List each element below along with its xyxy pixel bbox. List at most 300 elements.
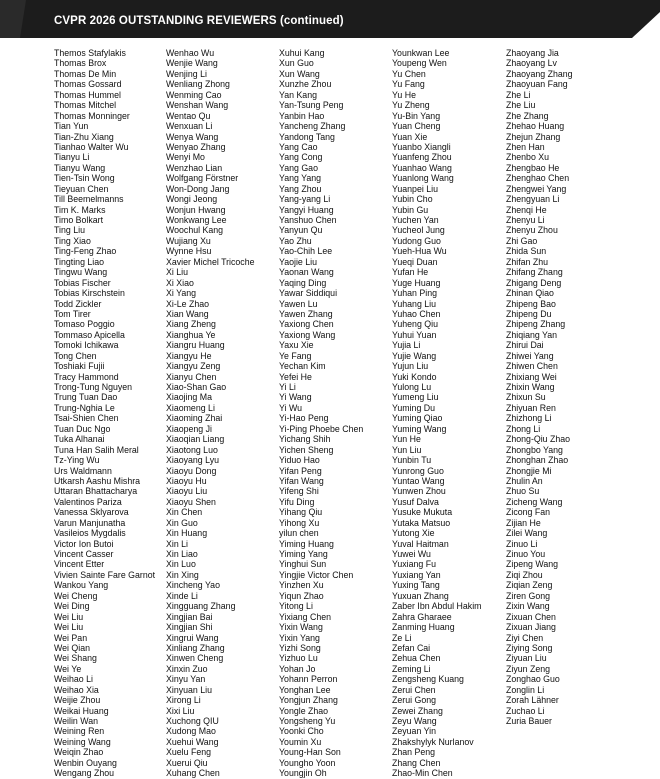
- reviewer-name: Valentinos Pariza: [54, 496, 122, 507]
- reviewer-name: Wenyi Mo: [166, 152, 205, 163]
- reviewer-name: Tomaso Poggio: [54, 319, 115, 330]
- reviewer-name: Yulong Lu: [392, 382, 432, 392]
- reviewer-name: Xiaoqian Liang: [166, 434, 225, 445]
- reviewer-name: Xin Chen: [166, 507, 203, 518]
- reviewer-name: Ziren Gong: [506, 590, 551, 601]
- reviewer-name: Zhinan Qiao: [506, 288, 554, 299]
- reviewer-name: Youngho Yoon: [279, 757, 336, 768]
- reviewer-name: Tom Tirer: [54, 308, 91, 319]
- reviewer-name: Weihao Li: [54, 674, 93, 685]
- reviewer-name: Weining Wang: [54, 736, 111, 747]
- reviewer-name: Yitong Li: [279, 601, 313, 612]
- reviewer-name: Yechan Kim: [279, 361, 326, 372]
- reviewer-name: Yuhui Yuan: [392, 329, 437, 340]
- reviewer-name: Yunrong Guo: [392, 465, 444, 476]
- reviewer-name: Zhixiang Wei: [506, 371, 557, 382]
- reviewer-name: Todd Zickler: [54, 298, 102, 309]
- reviewer-name: Xinliang Zhang: [166, 642, 225, 653]
- reviewer-name: Zhaoyang Zhang: [506, 68, 573, 79]
- reviewer-name: Yuming Wang: [392, 423, 447, 434]
- reviewer-name: Xuhang Chen: [166, 768, 220, 779]
- reviewer-name: Zewei Zhang: [392, 705, 443, 716]
- reviewer-name: Zhaoyuan Fang: [506, 79, 568, 90]
- reviewer-name: Tz-Ying Wu: [54, 455, 100, 466]
- reviewer-name: Youmin Xu: [279, 736, 322, 747]
- reviewer-name: Thomas Monninger: [54, 110, 130, 121]
- reviewer-name: Yiqun Zhao: [279, 590, 324, 601]
- reviewer-name: Yun He: [392, 434, 421, 445]
- reviewer-name: Tien-Tsin Wong: [54, 173, 115, 184]
- reviewer-name: Thomas De Min: [54, 68, 117, 79]
- reviewer-name: Wei Pan: [54, 632, 88, 643]
- reviewer-name: Vincent Casser: [54, 549, 114, 559]
- reviewer-name: Trong-Tung Nguyen: [54, 382, 133, 392]
- reviewer-name: Xingjian Shi: [166, 622, 213, 633]
- reviewer-name: Zhiwen Chen: [506, 361, 558, 372]
- reviewer-name: Yaqing Ding: [279, 277, 327, 288]
- reviewer-name: Trung-Nghia Le: [54, 402, 115, 413]
- reviewer-name: Yixin Yang: [279, 632, 320, 643]
- reviewer-name: Toshiaki Fujii: [54, 361, 105, 372]
- reviewer-name: Yiming Yang: [279, 549, 328, 559]
- reviewer-name: Yujie Wang: [392, 350, 437, 361]
- reviewer-name: Zeyuan Yin: [392, 726, 437, 737]
- reviewer-name: Zhizhong Li: [506, 413, 552, 424]
- reviewer-name: Yiming Huang: [279, 538, 334, 549]
- reviewer-name: Vincent Etter: [54, 559, 105, 570]
- reviewer-name: Yongsheng Yu: [279, 716, 336, 726]
- reviewer-name: Xun Wang: [279, 68, 320, 79]
- reviewer-name: Ze Li: [392, 632, 412, 643]
- reviewer-name: Yizhuo Lu: [279, 653, 318, 664]
- reviewer-name: Yefei He: [279, 371, 312, 382]
- reviewer-name: Vanessa Sklyarova: [54, 507, 129, 518]
- reviewer-name: Zhifang Zhang: [506, 267, 563, 278]
- reviewer-name: Xiaoyu Liu: [166, 486, 208, 497]
- reviewer-name: Yuanpei Liu: [392, 183, 438, 194]
- reviewer-name: Xin Xing: [166, 569, 199, 580]
- reviewer-name: Weining Ren: [54, 726, 105, 737]
- reviewer-name: Vasileios Mygdalis: [54, 528, 126, 539]
- reviewer-name: Yubin Cho: [392, 194, 433, 205]
- reviewer-name: Zhuo Su: [506, 486, 540, 497]
- reviewer-name: Yaxiong Chen: [279, 319, 334, 330]
- reviewer-name: Zhiqiang Yan: [506, 329, 558, 340]
- reviewer-name: Yuming Qiao: [392, 413, 443, 424]
- reviewer-name: Wei Qian: [54, 642, 91, 653]
- reviewer-name: Xianyu Chen: [166, 371, 217, 382]
- reviewer-column-3: [279, 48, 399, 779]
- reviewer-name: Tianhao Walter Wu: [54, 141, 129, 152]
- reviewer-name: Wenjie Wang: [166, 58, 218, 69]
- reviewer-name: Yixin Wang: [279, 622, 323, 633]
- reviewer-name: Xirong Li: [166, 695, 201, 706]
- reviewer-name: Weihao Xia: [54, 684, 99, 695]
- reviewer-name: Xudong Mao: [166, 726, 216, 737]
- reviewer-name: Yuanbo Xiangli: [392, 141, 451, 152]
- reviewer-name: Yusuke Mukuta: [392, 507, 453, 518]
- reviewer-name: Yang-yang Li: [279, 194, 331, 205]
- reviewer-name: Wenhao Wu: [166, 48, 215, 58]
- reviewer-name: Yinzhen Xu: [279, 580, 324, 591]
- reviewer-name: Zhongjie Mi: [506, 465, 552, 476]
- reviewer-name: Tuka Alhanai: [54, 434, 105, 445]
- reviewer-name: Xunzhe Zhou: [279, 79, 332, 90]
- reviewer-name: Xinwen Cheng: [166, 653, 224, 664]
- reviewer-name: Wenxuan Li: [166, 121, 213, 132]
- reviewer-name: Yuxing Tang: [392, 580, 440, 591]
- reviewer-name: Tuna Han Salih Meral: [54, 444, 139, 455]
- reviewer-name: Yan Kang: [279, 89, 317, 100]
- reviewer-name: Zengsheng Kuang: [392, 674, 464, 685]
- reviewer-name: Zipeng Wang: [506, 559, 558, 570]
- reviewer-name: Yang Cong: [279, 152, 323, 163]
- reviewer-name: Yawen Zhang: [279, 308, 333, 319]
- reviewer-name: Wonkwang Lee: [166, 215, 227, 225]
- reviewer-name: Yuki Kondo: [392, 371, 437, 382]
- reviewer-name: Zhong Li: [506, 423, 541, 434]
- reviewer-name: Zhejun Zhang: [506, 131, 561, 142]
- reviewer-name: Weilin Wan: [54, 716, 98, 726]
- reviewer-name: Wenzhao Lian: [166, 162, 223, 173]
- reviewer-name: Zhonghan Zhao: [506, 455, 569, 466]
- reviewer-name: Tobias Kirschstein: [54, 288, 125, 299]
- reviewer-name: Yihong Xu: [279, 517, 320, 528]
- reviewer-name: Yi Wu: [279, 402, 302, 413]
- reviewer-name: Tong Chen: [54, 350, 97, 361]
- reviewer-name: Wei Liu: [54, 611, 84, 622]
- header-banner: [0, 0, 660, 38]
- reviewer-name: Yunbin Tu: [392, 455, 432, 466]
- reviewer-name: Xiangyu He: [166, 350, 212, 361]
- reviewer-name: Yutaka Matsuo: [392, 517, 451, 528]
- reviewer-name: Tian Yun: [54, 121, 89, 132]
- reviewer-name: Yizhi Song: [279, 642, 321, 653]
- reviewer-name: Yuming Du: [392, 402, 436, 413]
- reviewer-name: Zhi Gao: [506, 235, 538, 246]
- reviewer-name: Yichang Shih: [279, 434, 331, 445]
- reviewer-name: Zhehao Huang: [506, 121, 565, 132]
- reviewer-name: Younkwan Lee: [392, 48, 450, 58]
- reviewer-name: Tieyuan Chen: [54, 183, 109, 194]
- reviewer-name: Xi Yang: [166, 288, 196, 299]
- reviewer-name: Tingwu Wang: [54, 267, 108, 278]
- reviewer-name: Yuntao Wang: [392, 475, 445, 486]
- reviewer-name: Zijian He: [506, 517, 541, 528]
- reviewer-name: Wenshan Wang: [166, 100, 229, 111]
- reviewer-name: Zinuo You: [506, 549, 546, 559]
- reviewer-name: Yiduo Hao: [279, 455, 320, 466]
- reviewer-name: Xiao-Shan Gao: [166, 382, 227, 392]
- reviewer-name: Wei Shang: [54, 653, 97, 664]
- reviewer-name: Ziyun Zeng: [506, 663, 551, 674]
- reviewer-name: Zonglin Li: [506, 684, 545, 695]
- reviewer-name: Ziyuan Liu: [506, 653, 547, 664]
- reviewer-name: Zhe Liu: [506, 100, 536, 111]
- reviewer-name: Xiangru Huang: [166, 340, 225, 351]
- reviewer-name: Zhaoyang Lv: [506, 58, 557, 69]
- reviewer-name: Yu He: [392, 89, 416, 100]
- reviewer-name: Till Beemelmanns: [54, 194, 124, 205]
- reviewer-name: Zeming Li: [392, 663, 431, 674]
- reviewer-name: Wei Liu: [54, 622, 84, 633]
- reviewer-name: Yi Wang: [279, 392, 312, 403]
- reviewer-name: Zerui Gong: [392, 695, 437, 706]
- reviewer-name: Tommaso Apicella: [54, 329, 125, 340]
- reviewer-name: Zahra Gharaee: [392, 611, 452, 622]
- reviewer-name: Xin Liao: [166, 549, 198, 559]
- reviewer-name: Xincheng Yao: [166, 580, 220, 591]
- reviewer-name: Youpeng Wen: [392, 58, 447, 69]
- reviewer-name: Yubin Gu: [392, 204, 429, 215]
- reviewer-name: Zhiwei Yang: [506, 350, 554, 361]
- reviewer-name: Yohan Jo: [279, 663, 316, 674]
- reviewer-name: Yuhao Chen: [392, 308, 441, 319]
- reviewer-name: Xingrui Wang: [166, 632, 219, 643]
- reviewer-name: Zhenghao Chen: [506, 173, 570, 184]
- reviewer-name: Yancheng Zhang: [279, 121, 346, 132]
- reviewer-name: Zhan Peng: [392, 747, 436, 758]
- reviewer-name: Yunwen Zhou: [392, 486, 446, 497]
- reviewer-name: Victor Ion Butoi: [54, 538, 114, 549]
- reviewer-name: Xuehui Wang: [166, 736, 219, 747]
- reviewer-name: Won-Dong Jang: [166, 183, 230, 194]
- reviewer-name: Zhengbao He: [506, 162, 560, 173]
- reviewer-name: Zhenyu Zhou: [506, 225, 558, 236]
- reviewer-name: Ting Liu: [54, 225, 85, 236]
- reviewer-name: Yaojie Liu: [279, 256, 317, 267]
- reviewer-name: Xiaoyu Shen: [166, 496, 216, 507]
- reviewer-name: Yutong Xie: [392, 528, 435, 539]
- reviewer-name: Zehua Chen: [392, 653, 441, 664]
- reviewer-name: Youngjin Oh: [279, 768, 327, 779]
- reviewer-name: Yu Chen: [392, 68, 426, 79]
- reviewer-name: Yu Fang: [392, 79, 425, 90]
- reviewer-name: Yi Li: [279, 382, 296, 392]
- reviewer-name: Xi Liu: [166, 267, 189, 278]
- reviewer-name: Yang Gao: [279, 162, 318, 173]
- reviewer-name: Zhong-Qiu Zhao: [506, 434, 571, 445]
- reviewer-name: Yudong Guo: [392, 235, 441, 246]
- reviewer-name: Zhirui Dai: [506, 340, 544, 351]
- reviewer-name: Tomoki Ichikawa: [54, 340, 119, 351]
- reviewer-name: Zhida Sun: [506, 246, 547, 257]
- reviewer-name: Yuhang Liu: [392, 298, 437, 309]
- reviewer-name: Yonghan Lee: [279, 684, 331, 695]
- reviewer-name: Yuchen Yan: [392, 215, 439, 225]
- reviewer-name: Wongi Jeong: [166, 194, 218, 205]
- reviewer-name: Xiang Zheng: [166, 319, 216, 330]
- reviewer-name: Thomas Brox: [54, 58, 107, 69]
- reviewer-name: Thomas Hummel: [54, 89, 121, 100]
- reviewer-name: Weikai Huang: [54, 705, 109, 716]
- reviewer-name: Xiaopeng Ji: [166, 423, 212, 434]
- reviewer-name: Xuhui Kang: [279, 48, 325, 58]
- reviewer-column-5: [506, 48, 626, 726]
- reviewer-name: Yi-Ping Phoebe Chen: [279, 423, 364, 434]
- reviewer-name: Yuge Huang: [392, 277, 441, 288]
- reviewer-name: Yohann Perron: [279, 674, 338, 685]
- reviewer-name: Zorah Lähner: [506, 695, 559, 706]
- reviewer-name: Yuhan Ping: [392, 288, 438, 299]
- reviewer-name: Tian-Zhu Xiang: [54, 131, 114, 142]
- reviewer-name: Yaonan Wang: [279, 267, 334, 278]
- reviewer-name: Yawar Siddiqui: [279, 288, 338, 299]
- reviewer-name: Zhakshylyk Nurlanov: [392, 736, 474, 747]
- reviewer-name: Xingguang Zhang: [166, 601, 236, 612]
- reviewer-name: Xiaomeng Li: [166, 402, 215, 413]
- reviewer-name: Zhixin Wang: [506, 382, 555, 392]
- reviewer-name: Utkarsh Aashu Mishra: [54, 475, 141, 486]
- reviewer-name: Zhiyuan Ren: [506, 402, 556, 413]
- reviewer-name: Tim K. Marks: [54, 204, 106, 215]
- reviewer-name: Yujun Liu: [392, 361, 429, 372]
- reviewer-name: Zhang Chen: [392, 757, 441, 768]
- reviewer-name: Ting-Feng Zhao: [54, 246, 117, 257]
- reviewer-name: Tracy Hammond: [54, 371, 119, 382]
- reviewer-name: Yandong Tang: [279, 131, 335, 142]
- reviewer-name: Yaxu Xie: [279, 340, 314, 351]
- reviewer-name: Xun Guo: [279, 58, 314, 69]
- reviewer-name: Xiaoming Zhai: [166, 413, 223, 424]
- reviewer-name: Yifan Wang: [279, 475, 324, 486]
- reviewer-name: Xinyuan Liu: [166, 684, 212, 695]
- reviewer-name: Xiaoyang Lyu: [166, 455, 219, 466]
- reviewer-name: Yuval Haitman: [392, 538, 449, 549]
- reviewer-name: Yingjie Victor Chen: [279, 569, 354, 580]
- reviewer-name: Yoonki Cho: [279, 726, 324, 737]
- reviewer-name: Zaber Ibn Abdul Hakim: [392, 601, 482, 612]
- reviewer-name: Yao-Chih Lee: [279, 246, 333, 257]
- reviewer-name: Yuxiang Yan: [392, 569, 441, 580]
- reviewer-column-4: [392, 48, 512, 779]
- reviewer-name: Tingting Liao: [54, 256, 105, 267]
- reviewer-name: Yihang Qiu: [279, 507, 323, 518]
- reviewer-name: Xian Wang: [166, 308, 209, 319]
- reviewer-name: Wenjing Li: [166, 68, 207, 79]
- reviewer-name: Yao Zhu: [279, 235, 312, 246]
- reviewer-name: Zonghao Guo: [506, 674, 560, 685]
- reviewer-name: Ting Xiao: [54, 235, 91, 246]
- reviewer-name: Yu Zheng: [392, 100, 430, 111]
- reviewer-column-1: [54, 48, 174, 779]
- reviewer-name: Yueh-Hua Wu: [392, 246, 447, 257]
- reviewer-name: Yuwei Wu: [392, 549, 431, 559]
- reviewer-name: Ziqi Zhou: [506, 569, 543, 580]
- reviewer-name: Weijie Zhou: [54, 695, 101, 706]
- reviewer-name: Zhengyuan Li: [506, 194, 560, 205]
- reviewer-name: Yuan Cheng: [392, 121, 441, 132]
- reviewer-name: Weiqin Zhao: [54, 747, 104, 758]
- reviewer-name: Wei Ye: [54, 663, 82, 674]
- reviewer-name: Wonjun Hwang: [166, 204, 226, 215]
- reviewer-name: Ziqian Zeng: [506, 580, 553, 591]
- reviewer-name: Tuan Duc Ngo: [54, 423, 111, 434]
- reviewer-name: Zhengwei Yang: [506, 183, 567, 194]
- reviewer-name: Yongjun Zhang: [279, 695, 338, 706]
- reviewer-name: Yueqi Duan: [392, 256, 438, 267]
- reviewer-name: Yufan He: [392, 267, 429, 278]
- reviewer-name: Woochul Kang: [166, 225, 224, 236]
- reviewer-name: Zhipeng Bao: [506, 298, 556, 309]
- reviewer-name: Yuheng Qiu: [392, 319, 438, 330]
- reviewer-column-2: [166, 48, 286, 779]
- reviewer-name: Xiangyu Zeng: [166, 361, 221, 372]
- reviewer-name: Urs Waldmann: [54, 465, 112, 476]
- reviewer-name: Xin Li: [166, 538, 189, 549]
- reviewer-name: Xi-Le Zhao: [166, 298, 210, 309]
- reviewer-name: Xin Guo: [166, 517, 198, 528]
- reviewer-name: Yawen Lu: [279, 298, 318, 309]
- reviewer-name: Yichen Sheng: [279, 444, 334, 455]
- reviewer-name: Xin Huang: [166, 528, 208, 539]
- reviewer-name: Zhaoyang Jia: [506, 48, 559, 58]
- reviewer-name: Vivien Sainte Fare Garnot: [54, 569, 156, 580]
- reviewer-name: Thomas Gossard: [54, 79, 122, 90]
- reviewer-name: Yanshuo Chen: [279, 215, 337, 225]
- reviewer-name: Zicong Fan: [506, 507, 551, 518]
- reviewer-name: Uttaran Bhattacharya: [54, 486, 138, 497]
- page-title: CVPR 2026 OUTSTANDING REVIEWERS (continued): [54, 15, 344, 27]
- reviewer-name: Yun Liu: [392, 444, 422, 455]
- reviewer-name: Yuxiang Fu: [392, 559, 437, 570]
- reviewer-name: Wujiang Xu: [166, 235, 211, 246]
- reviewer-name: Yanbin Hao: [279, 110, 325, 121]
- reviewer-name: Xingjian Bai: [166, 611, 213, 622]
- reviewer-name: Yuanhao Wang: [392, 162, 452, 173]
- reviewer-name: Wenming Cao: [166, 89, 222, 100]
- reviewer-name: Yifeng Shi: [279, 486, 319, 497]
- reviewer-name: Yang Yang: [279, 173, 322, 184]
- reviewer-name: Ye Fang: [279, 350, 312, 361]
- reviewer-name: Xiaojing Ma: [166, 392, 212, 403]
- reviewer-name: Young-Han Son: [279, 747, 341, 758]
- reviewer-name: Zinuo Li: [506, 538, 538, 549]
- reviewer-name: Yujia Li: [392, 340, 421, 351]
- reviewer-name: Zhenyu Li: [506, 215, 545, 225]
- reviewer-name: Yu-Bin Yang: [392, 110, 441, 121]
- reviewer-name: yilun chen: [279, 528, 319, 539]
- reviewer-name: Wolfgang Förstner: [166, 173, 239, 184]
- reviewer-name: Yan-Tsung Peng: [279, 100, 344, 111]
- reviewer-name: Tianyu Li: [54, 152, 90, 163]
- reviewer-name: Zixin Wang: [506, 601, 550, 612]
- reviewer-name: Xinyu Yan: [166, 674, 206, 685]
- reviewer-name: Wengang Zhou: [54, 768, 114, 779]
- reviewer-name: Zhixun Su: [506, 392, 546, 403]
- reviewer-name: Yaxiong Wang: [279, 329, 336, 340]
- reviewer-name: Thomas Mitchel: [54, 100, 117, 111]
- reviewer-name: Yixiang Chen: [279, 611, 331, 622]
- reviewer-name: Zhe Li: [506, 89, 531, 100]
- reviewer-name: Zefan Cai: [392, 642, 431, 653]
- reviewer-name: Yinghui Sun: [279, 559, 327, 570]
- reviewer-name: Zhipeng Zhang: [506, 319, 566, 330]
- reviewer-name: Tianyu Wang: [54, 162, 106, 173]
- reviewer-name: Zhe Zhang: [506, 110, 549, 121]
- reviewer-name: Yang Cao: [279, 141, 318, 152]
- reviewer-name: Ziying Song: [506, 642, 553, 653]
- reviewer-name: Yifu Ding: [279, 496, 315, 507]
- reviewer-name: Zhenbo Xu: [506, 152, 550, 163]
- reviewer-name: Tobias Fischer: [54, 277, 111, 288]
- reviewer-name: Yuanlong Wang: [392, 173, 454, 184]
- reviewer-name: Yucheol Jung: [392, 225, 445, 236]
- reviewer-name: Zixuan Jiang: [506, 622, 556, 633]
- reviewer-name: Zhigang Deng: [506, 277, 562, 288]
- reviewer-name: Zhongbo Yang: [506, 444, 563, 455]
- reviewer-name: Zhao-Min Chen: [392, 768, 453, 779]
